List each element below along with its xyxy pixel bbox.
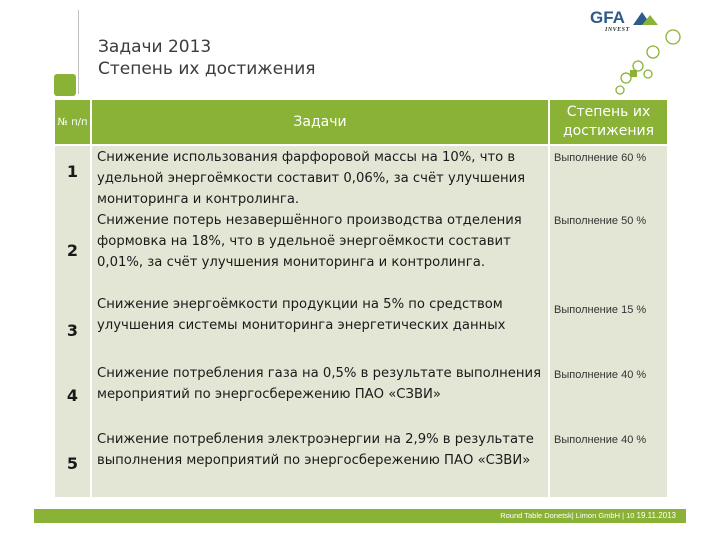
row-task: Снижение потерь незавершённого производства отделения формовка на 18%, что в удельноё энергоёмкости составит 0,01%, за счёт улучшения мониторинга и контролинга. xyxy=(97,213,522,270)
footer-date: 19.11.2013 xyxy=(636,511,676,520)
row-number: 3 xyxy=(66,321,79,340)
table-header xyxy=(55,100,667,144)
row-task: Снижение потребления газа на 0,5% в результате выполнения мероприятий по энергосбережению ПАО «СЗВИ» xyxy=(97,366,542,402)
task-column xyxy=(92,146,548,497)
footer-text xyxy=(500,510,676,522)
decorative-circles-icon xyxy=(608,22,688,97)
page-title xyxy=(98,36,315,80)
row-status: Выполнение 15 % xyxy=(554,304,647,316)
logo-text: GFA xyxy=(590,8,625,27)
row-number: 1 xyxy=(66,162,79,181)
title-line-2: Степень их достижения xyxy=(98,59,316,79)
header-status: Степень их достижения xyxy=(550,100,667,144)
status-column xyxy=(550,146,667,497)
row-status: Выполнение 40 % xyxy=(554,369,647,381)
tasks-table xyxy=(55,100,667,497)
vertical-divider xyxy=(78,10,79,94)
row-task: Снижение использования фарфоровой массы на 10%, что в удельной энергоёмкости составит 0,06%, за счёт улучшения мониторинга и контролинга. xyxy=(97,150,526,207)
header-number: № п/п xyxy=(55,100,90,144)
row-task: Снижение потребления электроэнергии на 2,9% в результате выполнения мероприятий по энергосбережению ПАО «СЗВИ» xyxy=(97,432,534,468)
row-status: Выполнение 50 % xyxy=(554,215,647,227)
row-number: 4 xyxy=(66,386,79,405)
number-column xyxy=(55,146,90,497)
row-number: 5 xyxy=(66,454,79,473)
row-status: Выполнение 60 % xyxy=(554,152,647,164)
footer-info: Round Table Donetsk| Limon GmbH | 10 xyxy=(500,511,635,520)
table-body xyxy=(55,146,667,497)
header-task: Задачи xyxy=(92,100,548,144)
accent-square xyxy=(54,74,76,96)
logo-subtext: INVEST xyxy=(605,27,630,33)
title-line-1: Задачи 2013 xyxy=(98,37,212,57)
row-status: Выполнение 40 % xyxy=(554,434,647,446)
footer-bar xyxy=(34,509,686,523)
row-task: Снижение энергоёмкости продукции на 5% по средством улучшения системы мониторинга энергетических данных xyxy=(97,297,506,333)
row-number: 2 xyxy=(66,241,79,260)
